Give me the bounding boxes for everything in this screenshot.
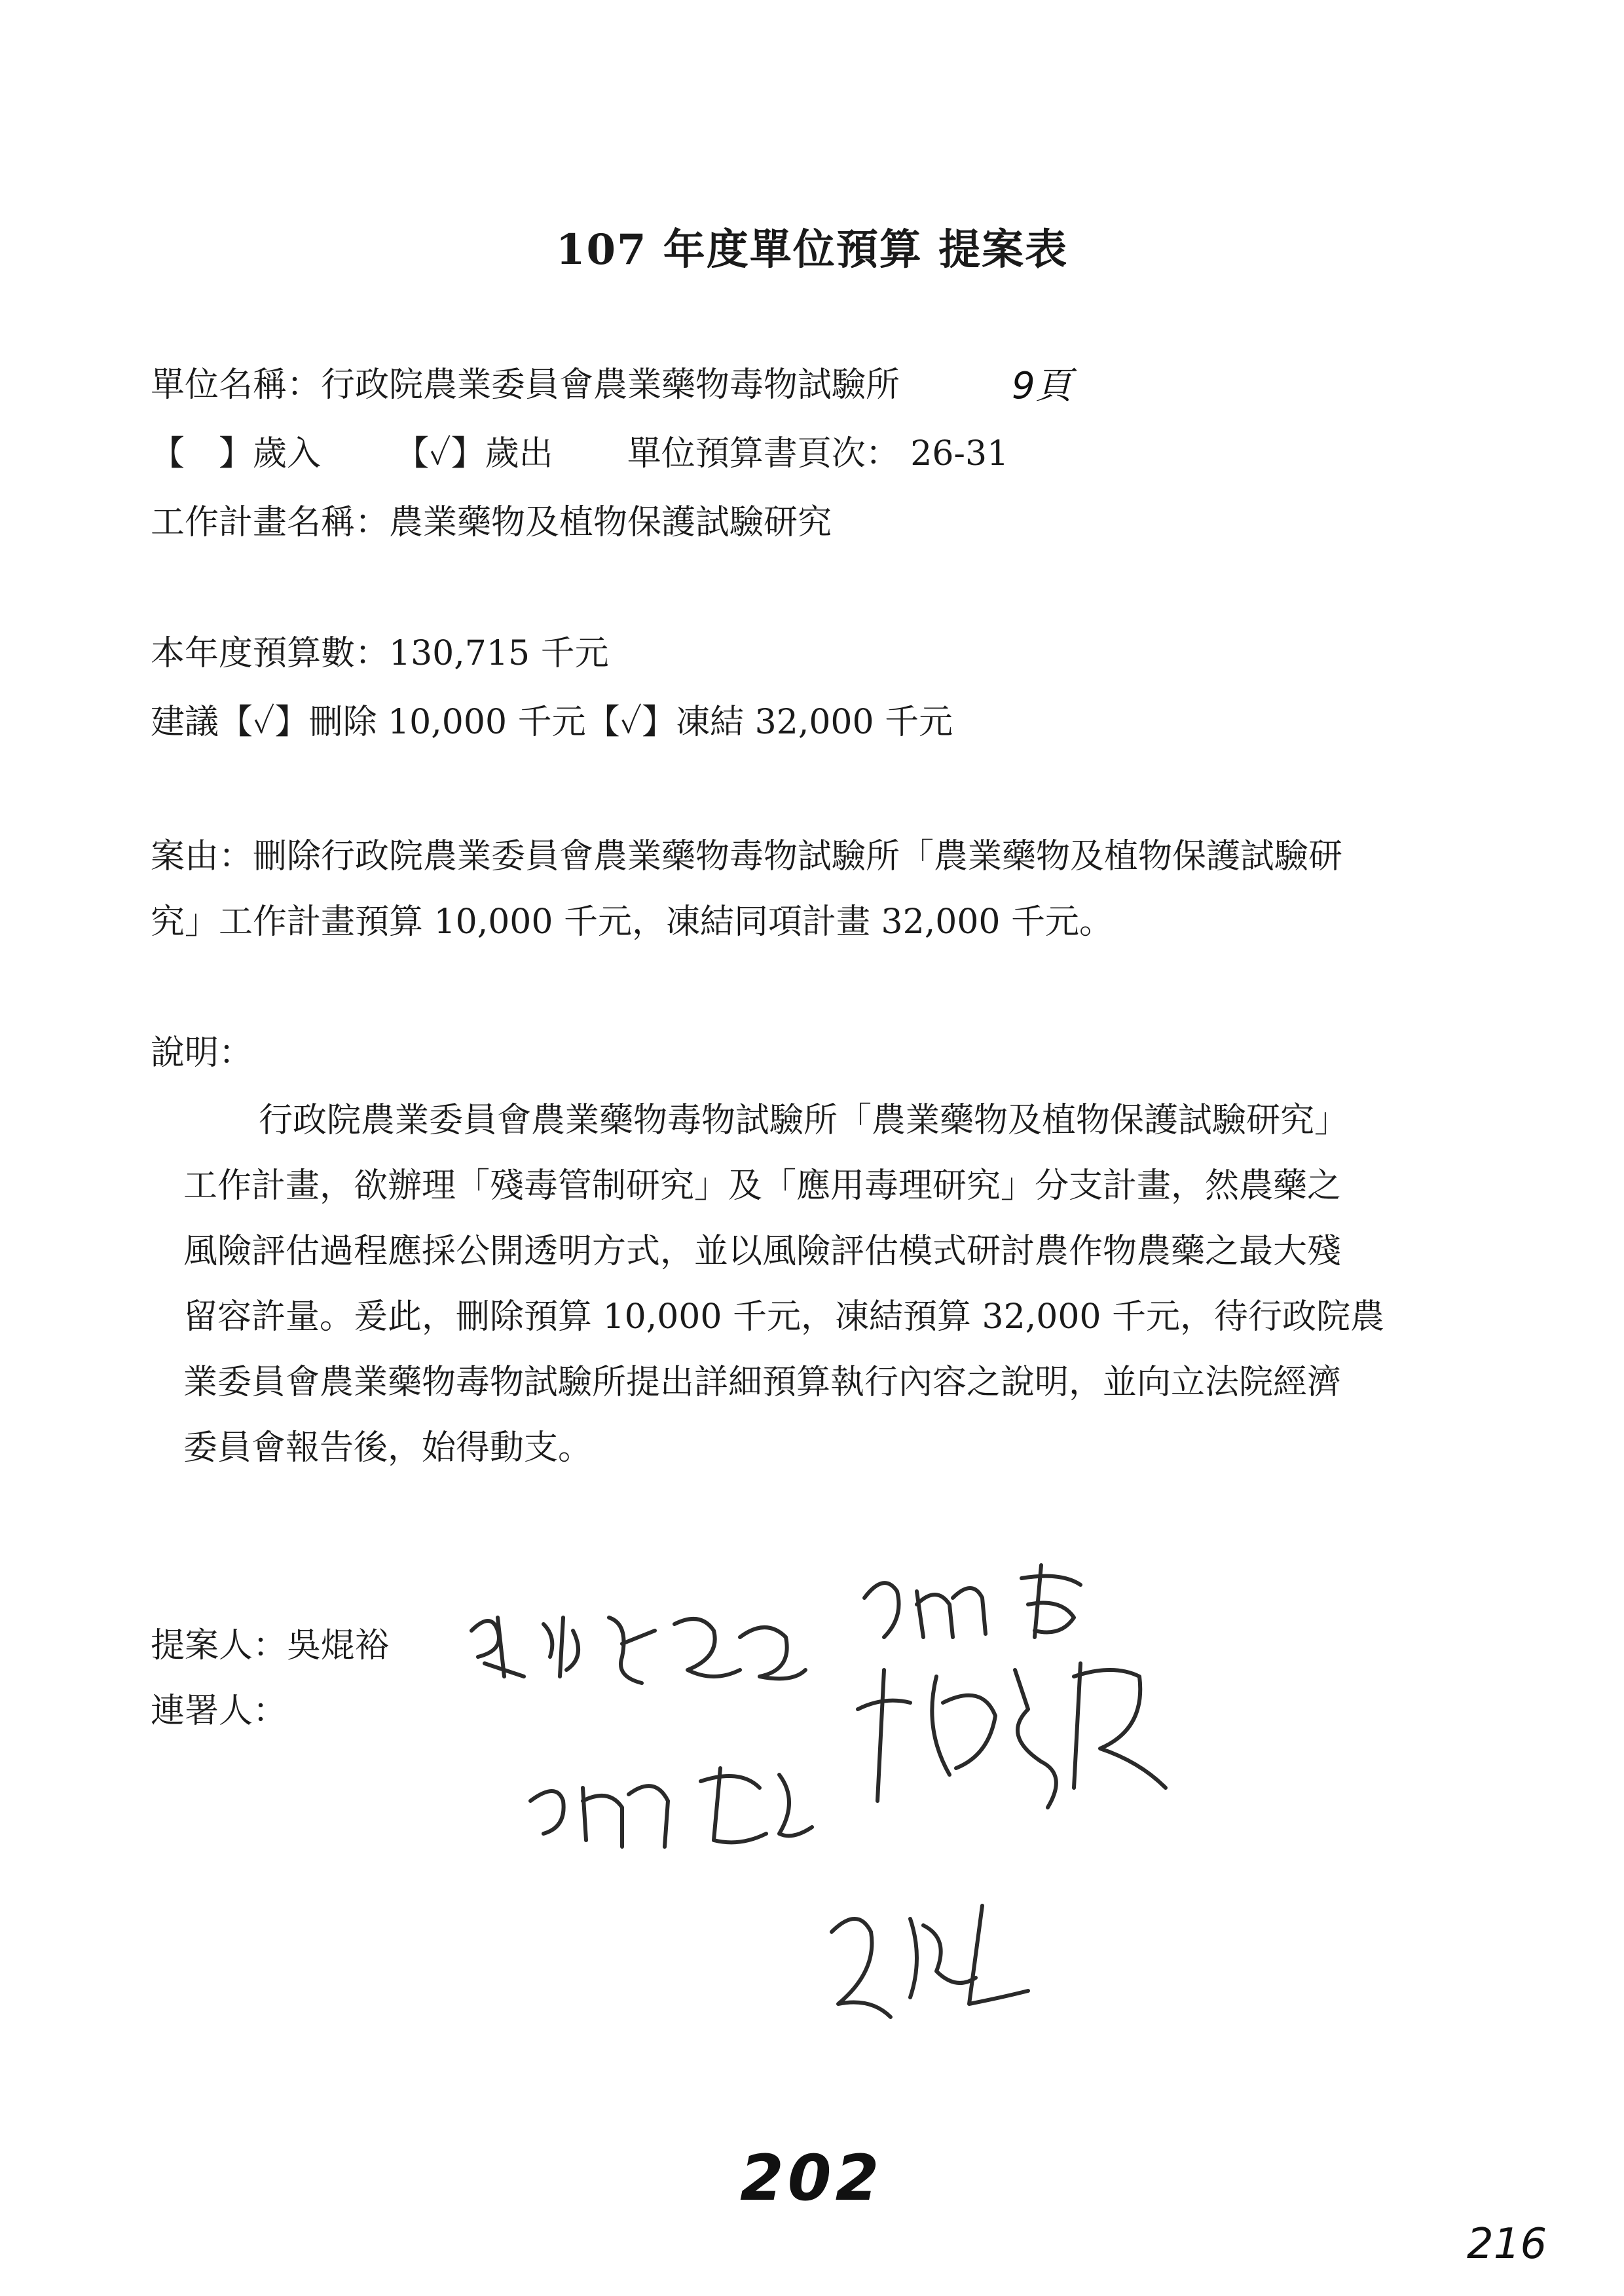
delete-checkbox: 【✓】 bbox=[219, 703, 309, 742]
page-title: 107 年度單位預算 提案表 bbox=[555, 225, 1069, 274]
budget-amount-value: 130,715 千元 bbox=[389, 634, 609, 673]
case-label: 案由： bbox=[151, 837, 253, 876]
cosigner-label: 連署人： bbox=[151, 1692, 287, 1731]
unit-row bbox=[151, 357, 900, 406]
plan-name: 農業藥物及植物保護試驗研究 bbox=[389, 503, 832, 542]
expense-checkbox: 【✓】 bbox=[395, 434, 485, 473]
case-line-1 bbox=[151, 828, 1342, 878]
case-line-2: 究」工作計畫預算 10,000 千元，凍結同項計畫 32,000 千元。 bbox=[151, 902, 1114, 942]
revenue-label: 歲入 bbox=[253, 434, 322, 473]
proposer-name: 吳焜裕 bbox=[287, 1626, 390, 1665]
plan-label: 工作計畫名稱： bbox=[151, 503, 390, 542]
suggestion-label: 建議 bbox=[151, 703, 219, 742]
explanation-label: 說明： bbox=[151, 1033, 253, 1073]
explanation-line: 工作計畫，欲辦理「殘毒管制研究」及「應用毒理研究」分支計畫，然農藥之 bbox=[183, 1166, 1342, 1206]
explanation-line: 行政院農業委員會農業藥物毒物試驗所「農業藥物及植物保護試驗研究」 bbox=[259, 1101, 1349, 1140]
page-number-center: 202 bbox=[740, 2141, 883, 2215]
handwritten-page-note: 9頁 bbox=[1012, 365, 1072, 407]
proposer-row bbox=[151, 1618, 389, 1667]
signature-cosigner-1 bbox=[851, 1552, 1126, 1650]
plan-row bbox=[151, 494, 832, 544]
signature-cosigner-2 bbox=[845, 1650, 1185, 1821]
budget-amount-label: 本年度預算數： bbox=[151, 634, 390, 673]
expense-label: 歲出 bbox=[485, 434, 553, 473]
freeze-text: 凍結 32,000 千元 bbox=[676, 703, 953, 742]
budget-amount-row bbox=[151, 625, 609, 675]
explanation-line: 風險評估過程應採公開透明方式，並以風險評估模式研討農作物農藥之最大殘 bbox=[183, 1232, 1342, 1271]
revenue-checkbox: 【 】 bbox=[151, 434, 253, 473]
page-number-corner: 216 bbox=[1467, 2220, 1547, 2268]
budget-page-value: 26-31 bbox=[910, 434, 1009, 473]
explanation-line: 業委員會農業藥物毒物試驗所提出詳細預算執行內容之說明，並向立法院經濟 bbox=[183, 1363, 1342, 1402]
case-text-1: 刪除行政院農業委員會農業藥物毒物試驗所「農業藥物及植物保護試驗研 bbox=[253, 837, 1343, 876]
unit-label: 單位名稱： bbox=[151, 365, 322, 405]
explanation-line: 留容許量。爰此，刪除預算 10,000 千元，凍結預算 32,000 千元，待行政院農 bbox=[183, 1297, 1385, 1337]
delete-text: 刪除 10,000 千元 bbox=[308, 703, 586, 742]
proposer-label: 提案人： bbox=[151, 1626, 287, 1665]
freeze-checkbox: 【✓】 bbox=[585, 703, 676, 742]
signature-proposer bbox=[458, 1591, 825, 1696]
signature-cosigner-3 bbox=[517, 1755, 832, 1860]
signature-cosigner-4 bbox=[812, 1893, 1048, 2037]
explanation-line: 委員會報告後，始得動支。 bbox=[183, 1428, 593, 1468]
budget-type-row bbox=[151, 426, 1008, 475]
suggestion-row bbox=[151, 694, 953, 743]
budget-page-label: 單位預算書頁次： bbox=[627, 434, 900, 473]
unit-name: 行政院農業委員會農業藥物毒物試驗所 bbox=[321, 365, 900, 405]
